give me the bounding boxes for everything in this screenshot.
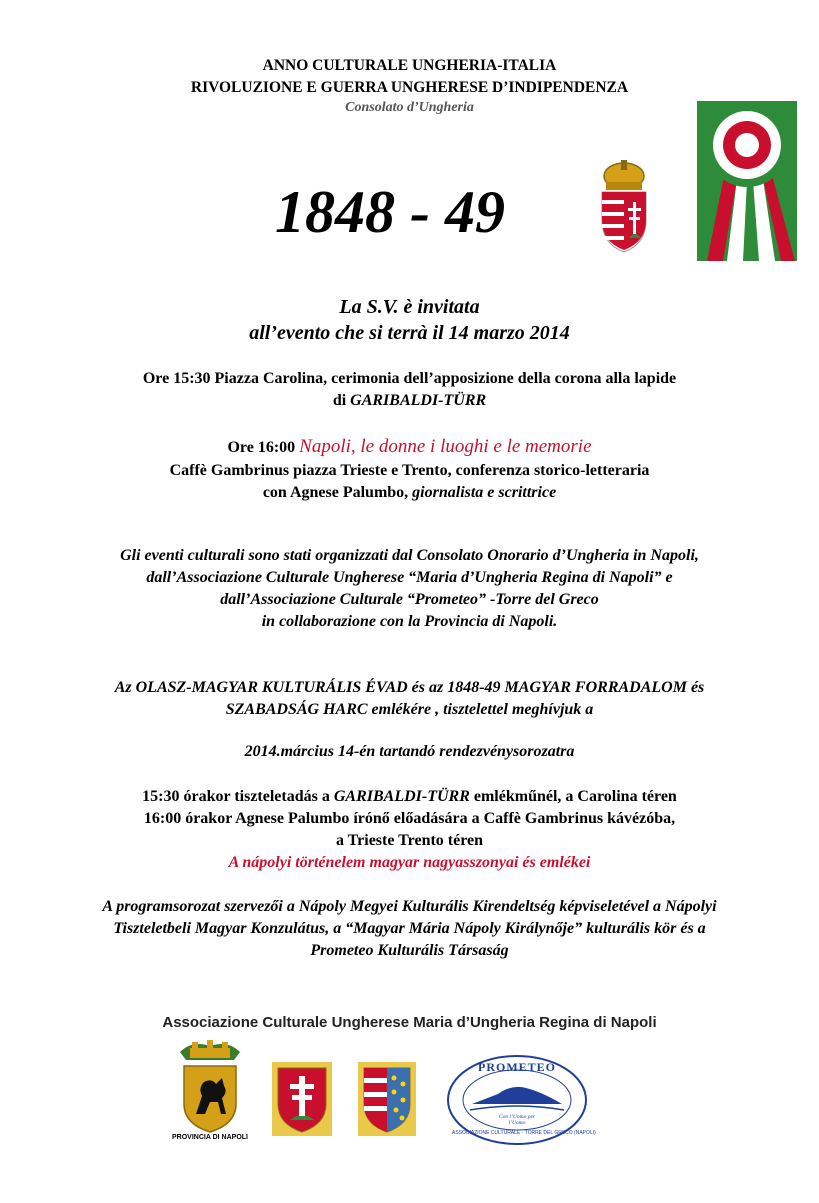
event1-line-1: Ore 15:30 Piazza Carolina, cerimonia dell’apposizione della corona alla lapide [142, 370, 677, 387]
hu-intro-line-1: Az OLASZ-MAGYAR KULTURÁLIS ÉVAD és az 1848-49 MAGYAR FORRADALOM és [114, 679, 705, 696]
event2-prefix: con Agnese Palumbo, [262, 484, 413, 501]
hu-events-line-2: 16:00 órakor Agnese Palumbo írónő előadására a Caffè Gambrinus kávézóba, [143, 810, 676, 827]
invitation-line-1: La S.V. è invitata [339, 296, 480, 318]
hu-organizers-line-1: A programsorozat szervezői a Nápoly Megyei Kulturális Kirendeltség képviseletével a Nápolyi [102, 898, 717, 915]
prometeo-motto: Con l’Uomo per l’Uomo [498, 1114, 536, 1126]
hu-events-l1b: GARIBALDI-TÜRR [333, 788, 470, 805]
hu-date-line: 2014.március 14-én tartandó rendezvénysorozatra [244, 743, 575, 760]
organizers-it-line-2: dall’Associazione Culturale Ungherese “Maria d’Ungheria Regina di Napoli” e [146, 569, 673, 586]
organizers-it-line-1: Gli eventi culturali sono stati organizzati dal Consolato Onorario d’Ungheria in Napoli, [120, 547, 699, 564]
provincia-caption: PROVINCIA DI NAPOLI [172, 1134, 248, 1141]
hu-events-l1c: emlékműnél, a Carolina téren [469, 788, 677, 805]
hu-events-line-1 [0, 788, 819, 806]
prometeo-title: PROMETEO [477, 1060, 556, 1074]
year-title: 1848 - 49 [275, 179, 505, 245]
header-line-1: ANNO CULTURALE UNGHERIA-ITALIA [262, 57, 557, 74]
provincia-crest-icon [172, 1038, 248, 1134]
footer-association: Associazione Culturale Ungherese Maria d’Ungheria Regina di Napoli [162, 1014, 657, 1031]
event2-title: Napoli, le donne i luoghi e le memorie [299, 436, 592, 457]
event2-role: giornalista e scrittrice [412, 484, 557, 501]
hungarian-neapolitan-shield-icon [358, 1062, 416, 1136]
hu-events-l1a: 15:30 órakor tiszteletadás a [142, 788, 334, 805]
invitation-line-2: all’evento che si terrà il 14 marzo 2014 [249, 322, 570, 344]
provincia-napoli-logo [172, 1038, 248, 1148]
event2-line-2: Caffè Gambrinus piazza Trieste e Trento, conferenza storico-letteraria [169, 462, 650, 479]
event2-time: Ore 16:00 [227, 439, 300, 456]
prometeo-logo [446, 1054, 596, 1146]
hu-organizers-line-2: Tiszteletbeli Magyar Konzulátus, a “Magyar Mária Nápoly Királynője” kulturális kör és a [113, 920, 706, 937]
prometeo-ring-text: ASSOCIAZIONE CULTURALE · TORRE DEL GRECO (NAPOLI) [452, 1130, 596, 1136]
event1-prefix: di [332, 392, 351, 409]
organizers-it-line-4: in collaborazione con la Provincia di Napoli. [261, 613, 558, 630]
hu-intro-line-2: SZABADSÁG HARC emlékére , tisztelettel meghívjuk a [225, 701, 594, 718]
event1-garibaldi: GARIBALDI-TÜRR [350, 392, 487, 409]
hungarian-cross-shield-icon [272, 1062, 332, 1136]
organizers-it-line-3: dall’Associazione Culturale “Prometeo” -Torre del Greco [220, 591, 599, 608]
event2-line-1 [0, 436, 819, 458]
hu-events-line-3: a Trieste Trento téren [335, 832, 484, 849]
header-line-3: Consolato d’Ungheria [345, 100, 474, 115]
event1-line-2 [0, 392, 819, 410]
hu-organizers-line-3: Prometeo Kulturális Társaság [310, 942, 509, 959]
header-line-2: RIVOLUZIONE E GUERRA UNGHERESE D’INDIPENDENZA [190, 79, 629, 96]
event2-line-3 [0, 484, 819, 502]
hu-events-line-4: A nápolyi történelem magyar nagyasszonyai és emlékei [228, 854, 591, 871]
